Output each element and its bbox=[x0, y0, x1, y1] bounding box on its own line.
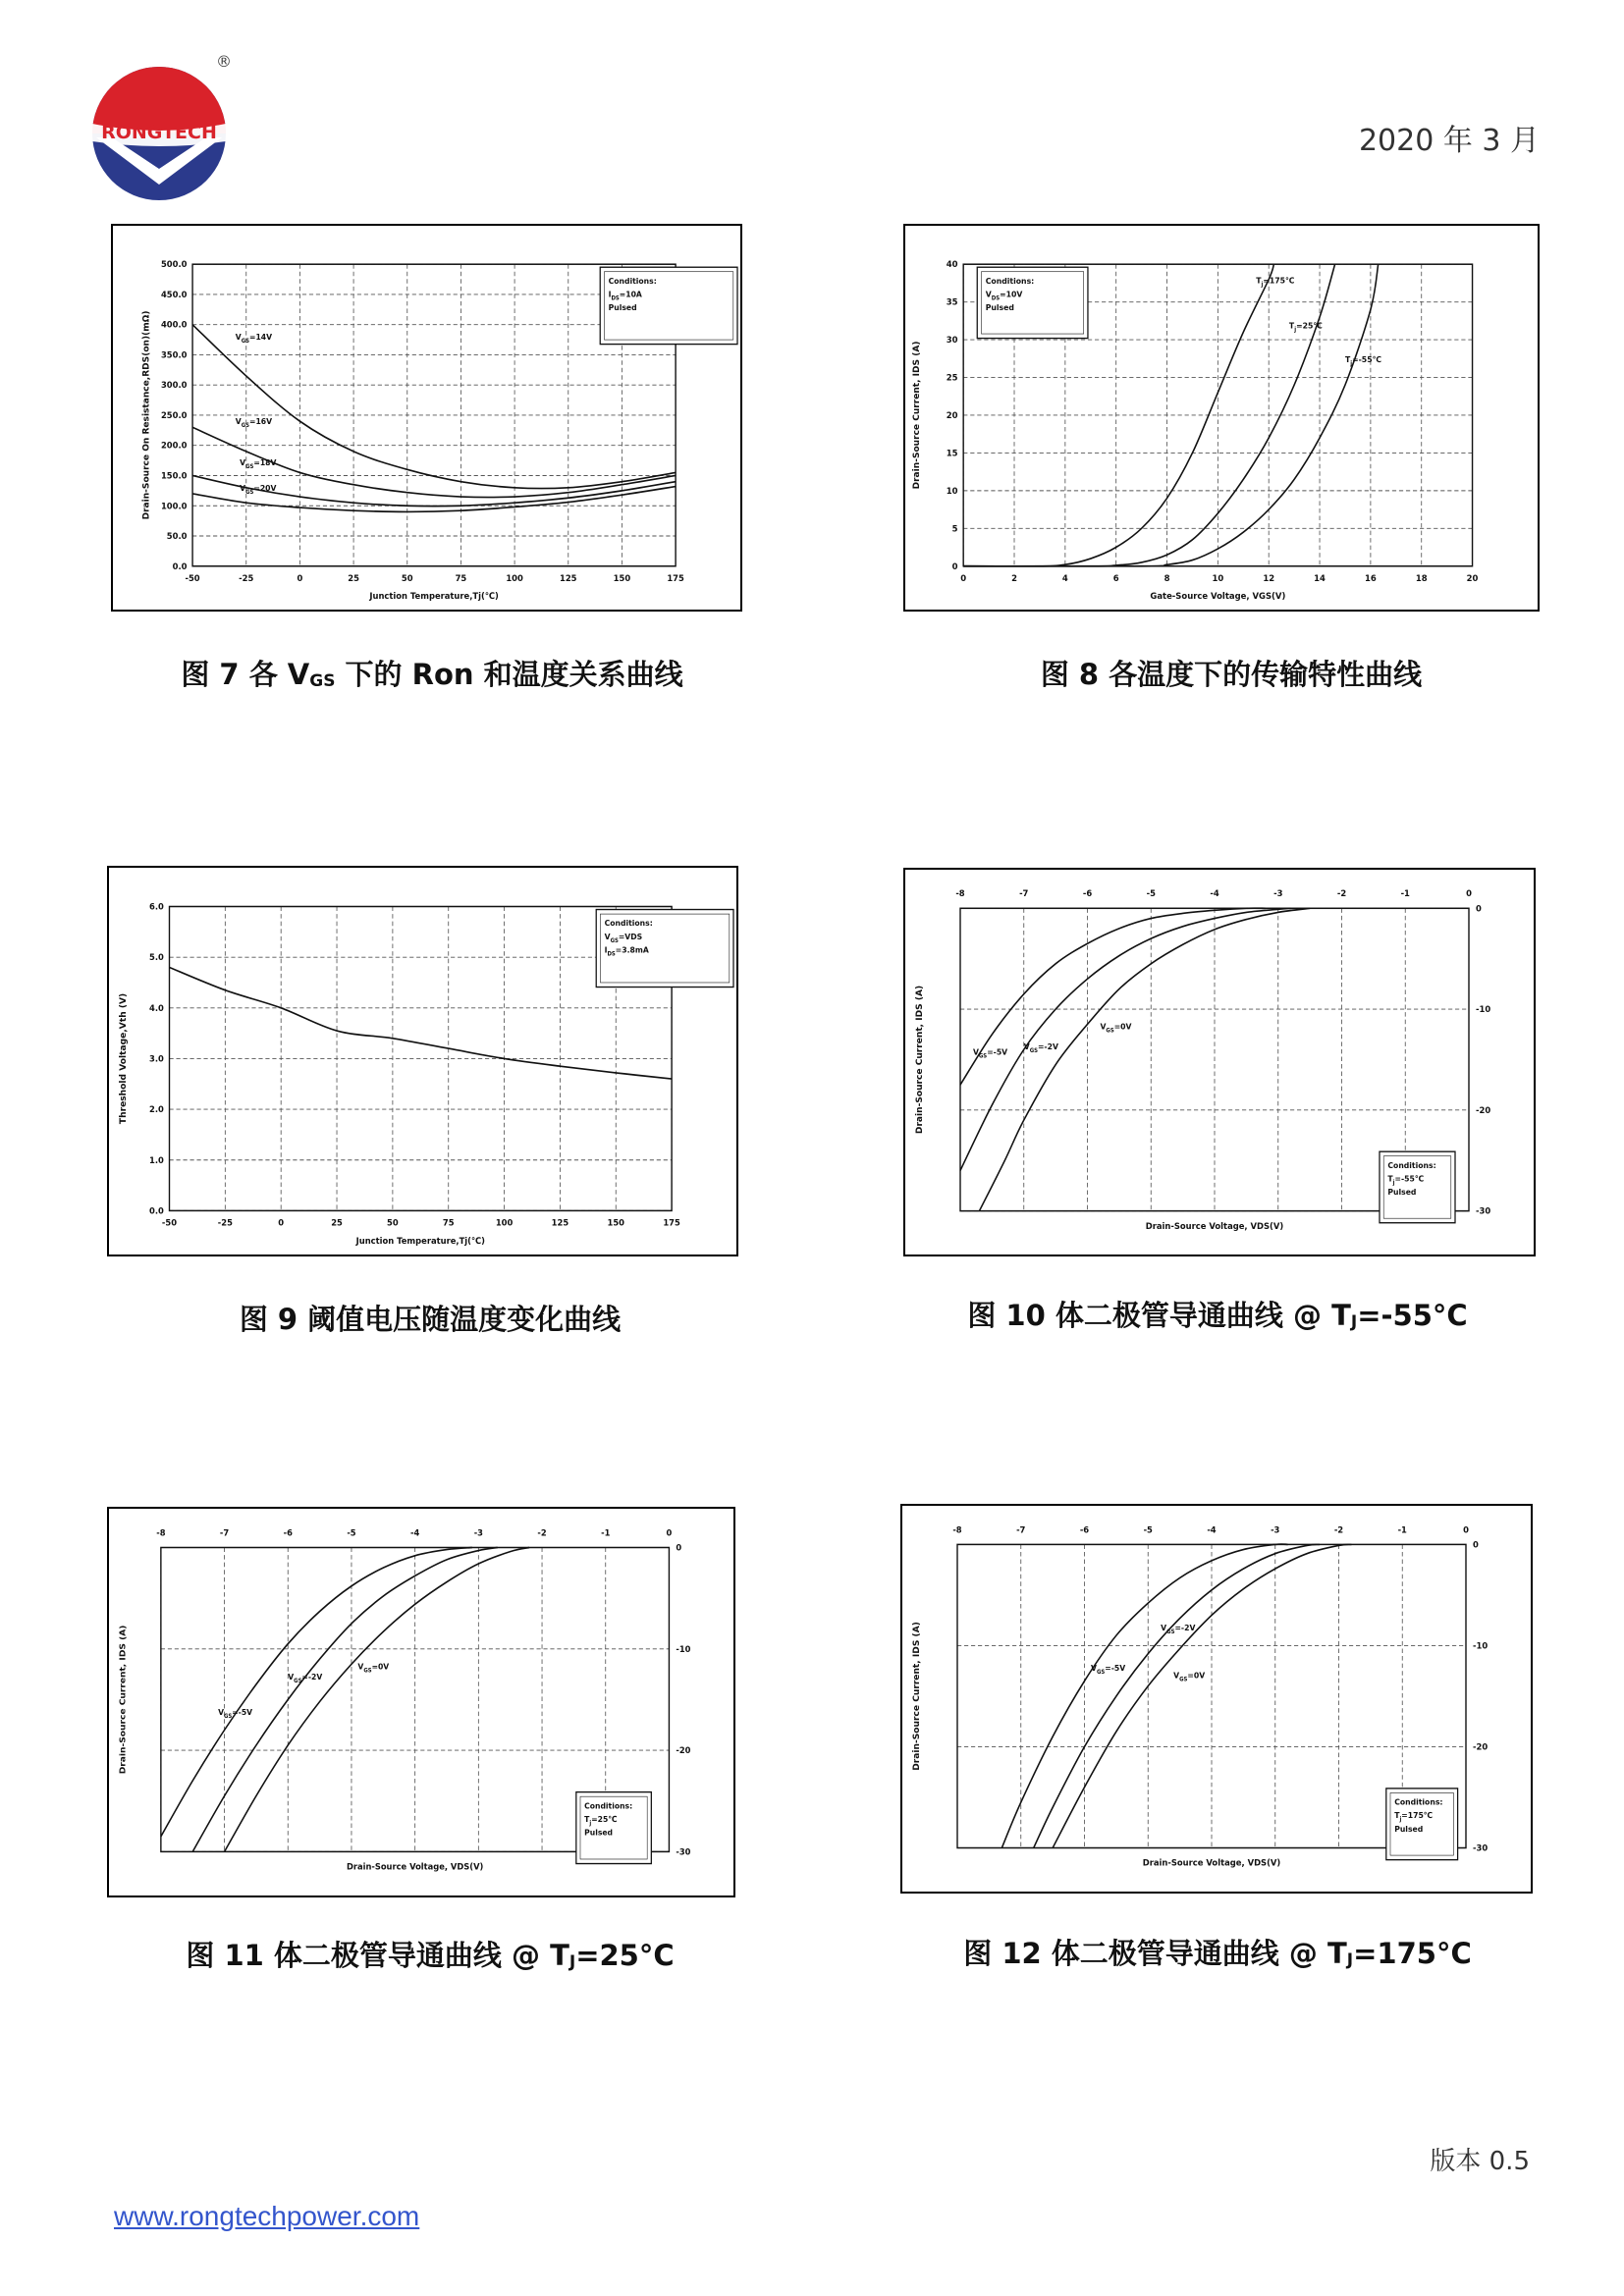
x-tick-label: -5 bbox=[1146, 888, 1156, 900]
y-tick-label: 4.0 bbox=[149, 1003, 164, 1014]
figure-9-chart bbox=[109, 868, 740, 1258]
logo-text: RONGTECH bbox=[101, 122, 217, 143]
x-tick-label: 0 bbox=[666, 1528, 673, 1539]
x-tick-label: -6 bbox=[1082, 888, 1093, 900]
x-tick-label: -3 bbox=[473, 1528, 483, 1539]
series-label: $V_{GS}=-2V$ bbox=[1161, 1623, 1196, 1636]
rongtech-logo bbox=[88, 47, 245, 204]
figure-10-caption: 图 10 体二极管导通曲线 @ $T_J=-55^\circ C$ bbox=[967, 1299, 1468, 1332]
y-tick-label: -30 bbox=[1476, 1206, 1491, 1217]
conditions-line: Pulsed bbox=[1394, 1824, 1424, 1834]
y-tick-label: -10 bbox=[1473, 1641, 1489, 1652]
x-tick-label: 50 bbox=[387, 1218, 399, 1229]
series-label: $V_{GS}=-2V$ bbox=[1023, 1041, 1058, 1055]
plot-group bbox=[915, 889, 1490, 1232]
x-tick-label: 4 bbox=[1061, 573, 1068, 584]
x-tick-label: 125 bbox=[560, 573, 577, 584]
y-tick-label: 30 bbox=[946, 335, 958, 347]
y-tick-label: 100.0 bbox=[160, 502, 188, 512]
x-tick-label: 25 bbox=[331, 1218, 343, 1229]
conditions-line: Conditions: bbox=[1394, 1797, 1443, 1807]
x-tick-label: -7 bbox=[1016, 1525, 1026, 1536]
x-axis-label: Junction Temperature,Tj(℃) bbox=[369, 591, 499, 603]
y-tick-label: 300.0 bbox=[160, 380, 188, 392]
x-tick-label: 16 bbox=[1365, 573, 1377, 584]
figure-7-panel bbox=[111, 224, 742, 612]
website-link[interactable]: www.rongtechpower.com bbox=[114, 2201, 420, 2231]
x-tick-label: 125 bbox=[551, 1218, 569, 1229]
y-tick-label: -20 bbox=[1476, 1105, 1491, 1116]
x-tick-label: 50 bbox=[401, 573, 413, 584]
x-tick-label: -2 bbox=[1336, 888, 1347, 900]
conditions-line: $I_{DS}=3.8mA$ bbox=[604, 945, 649, 958]
y-tick-label: 500.0 bbox=[160, 259, 188, 271]
y-tick-label: 0.0 bbox=[149, 1206, 164, 1217]
conditions-line: Conditions: bbox=[584, 1801, 633, 1811]
y-tick-label: -30 bbox=[676, 1847, 691, 1858]
y-axis-label: Drain-Source Current, IDS (A) bbox=[912, 1622, 922, 1771]
x-tick-label: 0 bbox=[960, 573, 967, 584]
y-tick-label: 40 bbox=[946, 259, 958, 271]
x-tick-label: -8 bbox=[952, 1525, 962, 1536]
y-tick-label: 3.0 bbox=[149, 1054, 164, 1065]
y-tick-label: 35 bbox=[946, 297, 958, 308]
y-tick-label: 15 bbox=[946, 449, 958, 459]
x-axis-label: Gate-Source Voltage, VGS(V) bbox=[1150, 591, 1286, 603]
x-tick-label: 2 bbox=[1011, 573, 1017, 584]
x-tick-label: -3 bbox=[1271, 1525, 1280, 1536]
x-tick-label: -50 bbox=[161, 1218, 178, 1229]
figure-12-chart bbox=[902, 1506, 1535, 1896]
x-tick-label: 75 bbox=[442, 1218, 455, 1229]
x-tick-label: 14 bbox=[1314, 573, 1326, 584]
series-line bbox=[979, 908, 1310, 1210]
series-label: $V_{GS}=-2V$ bbox=[288, 1672, 323, 1684]
y-tick-label: 2.0 bbox=[149, 1104, 164, 1116]
series-line bbox=[1001, 1544, 1287, 1847]
figure-8-caption: 图 8 各温度下的传输特性曲线 bbox=[1040, 658, 1423, 691]
series-label: $V_{GS}=-5V$ bbox=[972, 1047, 1008, 1060]
x-tick-label: 0 bbox=[1463, 1525, 1469, 1536]
x-tick-label: -1 bbox=[1397, 1525, 1407, 1536]
x-tick-label: -2 bbox=[537, 1528, 547, 1539]
y-axis-label: Drain-Source Current, IDS (A) bbox=[915, 985, 925, 1135]
x-tick-label: 0 bbox=[297, 573, 303, 584]
x-tick-label: 175 bbox=[663, 1218, 680, 1229]
x-axis-label: Drain-Source Voltage, VDS(V) bbox=[1145, 1221, 1284, 1232]
figure-11-chart bbox=[109, 1509, 737, 1899]
y-tick-label: 450.0 bbox=[160, 290, 188, 301]
x-tick-label: 18 bbox=[1415, 573, 1428, 584]
y-tick-label: 6.0 bbox=[149, 902, 164, 913]
plot-group bbox=[119, 902, 733, 1247]
y-axis-label: Drain-Source Current, IDS (A) bbox=[912, 341, 922, 490]
series-line bbox=[1053, 1544, 1351, 1847]
conditions-line: $T_j=-55℃$ bbox=[1387, 1174, 1425, 1187]
x-axis-label: Junction Temperature,Tj(℃) bbox=[355, 1236, 485, 1247]
series-label: $V_{GS}=0V$ bbox=[1100, 1022, 1132, 1035]
x-tick-label: 175 bbox=[667, 573, 684, 584]
conditions-line: Conditions: bbox=[985, 276, 1035, 286]
y-tick-label: 0 bbox=[1473, 1540, 1479, 1551]
figure-7-caption: 图 7 各 $V_{GS}$ 下的 Ron 和温度关系曲线 bbox=[181, 658, 683, 691]
figure-8-chart bbox=[905, 226, 1542, 614]
figure-12-caption: 图 12 体二极管导通曲线 @ $T_J=175^\circ C$ bbox=[963, 1937, 1472, 1970]
registered-mark: ® bbox=[216, 52, 232, 71]
x-tick-label: -8 bbox=[156, 1528, 166, 1539]
x-tick-label: 100 bbox=[506, 573, 523, 584]
plot-group bbox=[912, 1525, 1488, 1869]
y-tick-label: 20 bbox=[946, 410, 958, 422]
series-line bbox=[192, 1547, 498, 1851]
conditions-line: Pulsed bbox=[1387, 1187, 1417, 1198]
series-label: $V_{GS}=-5V$ bbox=[218, 1707, 253, 1721]
y-tick-label: 10 bbox=[946, 486, 958, 497]
conditions-line: Pulsed bbox=[584, 1828, 614, 1838]
y-tick-label: 0 bbox=[676, 1543, 682, 1554]
x-tick-label: 150 bbox=[613, 573, 631, 584]
x-tick-label: 150 bbox=[607, 1218, 625, 1229]
x-tick-label: -4 bbox=[1207, 1525, 1217, 1536]
y-tick-label: 0.0 bbox=[172, 561, 188, 572]
x-tick-label: -3 bbox=[1273, 888, 1283, 900]
x-tick-label: -25 bbox=[239, 573, 254, 584]
x-tick-label: -8 bbox=[955, 888, 965, 900]
series-line bbox=[225, 1547, 530, 1851]
series-label: $V_{GS}=20V$ bbox=[240, 483, 277, 496]
document-date: 2020 年 3 月 bbox=[1358, 124, 1540, 158]
x-tick-label: -1 bbox=[1400, 888, 1410, 900]
y-tick-label: -30 bbox=[1473, 1843, 1489, 1854]
x-tick-label: -7 bbox=[219, 1528, 230, 1539]
y-tick-label: 5.0 bbox=[149, 952, 164, 964]
x-tick-label: -6 bbox=[1079, 1525, 1090, 1536]
figure-11-caption: 图 11 体二极管导通曲线 @ $T_J=25^\circ C$ bbox=[186, 1939, 675, 1972]
series-label: $V_{GS}=18V$ bbox=[240, 457, 277, 471]
y-axis-label: Drain-Source Current, IDS (A) bbox=[119, 1625, 129, 1775]
y-tick-label: -10 bbox=[1476, 1004, 1491, 1016]
y-tick-label: 0 bbox=[1476, 904, 1482, 915]
series-line bbox=[960, 908, 1291, 1170]
x-tick-label: 0 bbox=[278, 1218, 285, 1229]
y-tick-label: 5 bbox=[951, 524, 958, 535]
version-label: 版本 0.5 bbox=[1430, 2147, 1530, 2176]
y-tick-label: 400.0 bbox=[160, 320, 188, 331]
x-tick-label: 100 bbox=[495, 1218, 514, 1229]
series-label: $V_{GS}=16V$ bbox=[235, 416, 273, 430]
x-tick-label: -6 bbox=[283, 1528, 293, 1539]
x-tick-label: -25 bbox=[217, 1218, 233, 1229]
conditions-line: $V_{DS}=10V$ bbox=[985, 290, 1023, 302]
figure-10-panel bbox=[903, 868, 1536, 1256]
conditions-line: $T_j=175℃$ bbox=[1394, 1810, 1434, 1824]
series-label: $V_{GS}=0V$ bbox=[357, 1662, 390, 1675]
y-tick-label: -10 bbox=[676, 1644, 691, 1655]
conditions-line: Pulsed bbox=[608, 302, 637, 313]
series-line bbox=[161, 1547, 472, 1836]
y-tick-label: 200.0 bbox=[160, 441, 188, 452]
plot-group bbox=[142, 260, 737, 602]
figure-9-caption: 图 9 阈值电压随温度变化曲线 bbox=[239, 1303, 622, 1336]
figure-7-chart bbox=[113, 226, 744, 614]
y-tick-label: 25 bbox=[946, 373, 958, 384]
series-label: $T_j=25℃$ bbox=[1288, 321, 1323, 334]
figure-9-panel bbox=[107, 866, 738, 1256]
conditions-line: $I_{DS}=10A$ bbox=[608, 290, 642, 302]
conditions-line: Pulsed bbox=[985, 302, 1014, 313]
figure-12-panel bbox=[900, 1504, 1533, 1894]
x-axis-label: Drain-Source Voltage, VDS(V) bbox=[1142, 1858, 1281, 1869]
x-tick-label: -5 bbox=[347, 1528, 356, 1539]
series-label: $V_{GS}=14V$ bbox=[235, 332, 273, 346]
y-tick-label: 150.0 bbox=[160, 471, 188, 482]
series-label: $T_j=-55℃$ bbox=[1344, 354, 1381, 368]
figure-10-chart bbox=[905, 870, 1538, 1258]
x-axis-label: Drain-Source Voltage, VDS(V) bbox=[346, 1862, 484, 1873]
series-label: $T_j=175℃$ bbox=[1256, 276, 1295, 289]
x-tick-label: 12 bbox=[1263, 573, 1275, 584]
y-tick-label: 0 bbox=[951, 561, 958, 572]
conditions-line: $T_j=25℃$ bbox=[584, 1814, 618, 1828]
y-tick-label: -20 bbox=[676, 1745, 691, 1757]
y-tick-label: 1.0 bbox=[149, 1155, 164, 1166]
series-label: $V_{GS}=0V$ bbox=[1173, 1671, 1206, 1683]
x-tick-label: -50 bbox=[185, 573, 200, 584]
y-tick-label: -20 bbox=[1473, 1742, 1489, 1753]
conditions-line: Conditions: bbox=[1387, 1160, 1436, 1170]
x-tick-label: 8 bbox=[1164, 573, 1170, 584]
figure-8-panel bbox=[903, 224, 1540, 612]
x-tick-label: -7 bbox=[1019, 888, 1029, 900]
y-tick-label: 50.0 bbox=[166, 531, 188, 543]
y-axis-label: Drain-Source On Resistance,RDS(on)(mΩ) bbox=[141, 310, 152, 520]
x-tick-label: 20 bbox=[1466, 573, 1479, 584]
x-tick-label: -2 bbox=[1333, 1525, 1344, 1536]
x-tick-label: 75 bbox=[455, 573, 467, 584]
conditions-line: Conditions: bbox=[604, 918, 653, 929]
y-tick-label: 350.0 bbox=[160, 350, 188, 361]
x-tick-label: -1 bbox=[601, 1528, 611, 1539]
x-tick-label: 10 bbox=[1212, 573, 1224, 584]
conditions-line: $V_{GS}=VDS$ bbox=[604, 932, 643, 945]
x-tick-label: -4 bbox=[1210, 888, 1219, 900]
y-tick-label: 250.0 bbox=[160, 410, 188, 422]
x-tick-label: 0 bbox=[1466, 888, 1472, 900]
plot-group bbox=[912, 260, 1478, 602]
x-tick-label: 6 bbox=[1112, 573, 1119, 584]
conditions-line: Conditions: bbox=[608, 276, 657, 286]
series-label: $V_{GS}=-5V$ bbox=[1090, 1663, 1126, 1677]
x-tick-label: 25 bbox=[348, 573, 359, 584]
figure-11-panel bbox=[107, 1507, 735, 1897]
y-axis-label: Threshold Voltage,Vth (V) bbox=[119, 992, 129, 1125]
plot-group bbox=[119, 1528, 690, 1873]
x-tick-label: -4 bbox=[410, 1528, 420, 1539]
x-tick-label: -5 bbox=[1143, 1525, 1153, 1536]
